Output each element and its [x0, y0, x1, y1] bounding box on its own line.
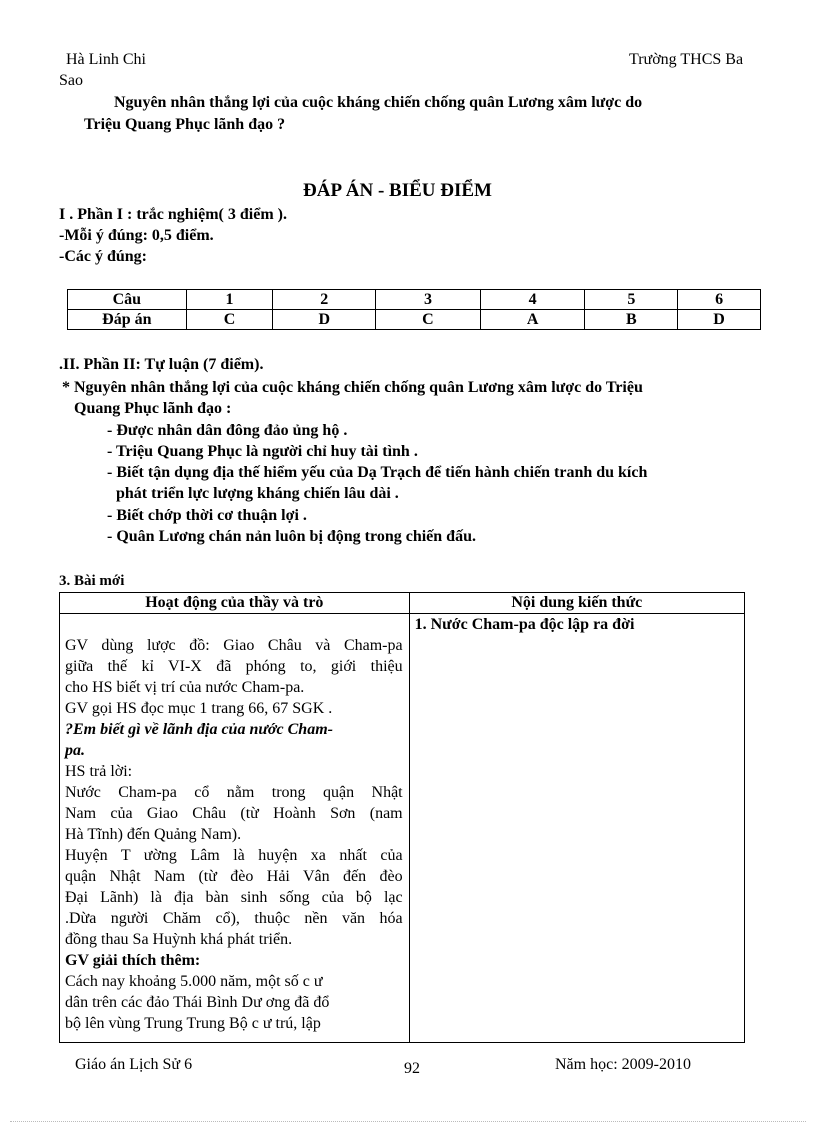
lesson-col-activity: Hoạt động của thầy và trò: [60, 593, 410, 614]
answer-table-row-answer: [68, 310, 761, 330]
part1-title: I . Phần I : trắc nghiệm( 3 điểm ).: [59, 206, 287, 223]
activity-question: ?Em biết gì về lãnh địa của nước Cham-: [65, 721, 333, 738]
part2-question-line-1: * Nguyên nhân thắng lợi của cuộc kháng chiến chống quân Lương xâm lược do Triệu: [62, 379, 643, 396]
activity-line: GV gọi HS đọc mục 1 trang 66, 67 SGK .: [65, 700, 333, 717]
content-heading: 1. Nước Cham-pa độc lập ra đời: [414, 616, 635, 633]
answer-table-number: 3: [376, 290, 481, 310]
activity-line: GV dùng lược đồ: Giao Châu và Cham-pa: [65, 637, 403, 654]
lesson-col-content: Nội dung kiến thức: [409, 593, 744, 614]
answer-table-number: 1: [186, 290, 273, 310]
answer-table-number: 5: [585, 290, 678, 310]
school-name-continued: Sao: [59, 72, 83, 89]
answer-point: phát triển lực lượng kháng chiến lâu dài .: [116, 485, 399, 502]
author-name: Hà Linh Chi: [66, 51, 146, 68]
activity-line: Cách nay khoảng 5.000 năm, một số c ư: [65, 973, 323, 990]
part1-score: -Mỗi ý đúng: 0,5 điểm.: [59, 227, 214, 244]
part2-title: .II. Phần II: Tự luận (7 điểm).: [59, 356, 264, 373]
lesson-activity-cell: [60, 614, 410, 1043]
answer-point: - Được nhân dân đông đảo ủng hộ .: [107, 422, 348, 439]
answer-point: - Biết chớp thời cơ thuận lợi .: [107, 507, 307, 524]
lesson-section-title: 3. Bài mới: [59, 573, 125, 589]
activity-line: HS trả lời:: [65, 763, 133, 780]
activity-line: Đại Lãnh) là địa bàn sinh sống của bộ lạc: [65, 889, 403, 906]
answer-table-number: 2: [273, 290, 376, 310]
activity-line: đồng thau Sa Huỳnh khá phát triển.: [65, 931, 293, 948]
answer-table: [67, 289, 761, 330]
activity-line: .Dừa người Chăm cổ), thuộc nền văn hóa: [65, 910, 403, 927]
activity-line: quận Nhật Nam (từ đèo Hải Vân đến đèo: [65, 868, 403, 885]
activity-line: Nam của Giao Châu (từ Hoành Sơn (nam: [65, 805, 403, 822]
activity-line: cho HS biết vị trí của nước Cham-pa.: [65, 679, 305, 696]
question-line-1: Nguyên nhân thắng lợi của cuộc kháng chiến chống quân Lương xâm lược do: [114, 94, 643, 111]
answer-table-answer: B: [585, 310, 678, 330]
answer-table-number: 6: [678, 290, 761, 310]
activity-line: Hà Tĩnh) đến Quảng Nam).: [65, 826, 242, 843]
answer-table-label-question: Câu: [68, 290, 187, 310]
activity-line: Nước Cham-pa cổ nằm trong quận Nhật: [65, 784, 403, 801]
page-number: 92: [404, 1060, 420, 1077]
answer-table-number: 4: [480, 290, 585, 310]
footer-course: Giáo án Lịch Sử 6: [75, 1056, 193, 1073]
answer-table-answer: A: [480, 310, 585, 330]
page-bottom-divider: [10, 1121, 806, 1122]
answer-table-answer: D: [678, 310, 761, 330]
lesson-content-cell: [409, 614, 744, 1043]
answer-table-answer: D: [273, 310, 376, 330]
answer-point: - Quân Lương chán nản luôn bị động trong chiến đấu.: [107, 528, 476, 545]
answer-point: - Triệu Quang Phục là người chỉ huy tài tình .: [107, 443, 418, 460]
answer-table-row-question: [68, 290, 761, 310]
part1-correct-label: -Các ý đúng:: [59, 248, 148, 265]
activity-line: giữa thế kỉ VI-X đã phóng to, giới thiệu: [65, 658, 403, 675]
lesson-table-header: [60, 593, 745, 614]
activity-line: pa.: [65, 742, 85, 759]
activity-subheading: GV giải thích thêm:: [65, 952, 201, 969]
answer-key-title: ĐÁP ÁN - BIỂU ĐIỂM: [303, 180, 492, 201]
answer-point: - Biết tận dụng địa thế hiểm yếu của Dạ Trạch để tiến hành chiến tranh du kích: [107, 464, 648, 481]
activity-line: dân trên các đảo Thái Bình Dư ơng đã đổ: [65, 994, 330, 1011]
part2-question-line-2: Quang Phục lãnh đạo :: [74, 400, 232, 417]
activity-line: bộ lên vùng Trung Trung Bộ c ư trú, lập: [65, 1015, 321, 1032]
answer-table-answer: C: [376, 310, 481, 330]
question-line-2: Triệu Quang Phục lãnh đạo ?: [84, 116, 286, 133]
footer-school-year: Năm học: 2009-2010: [555, 1056, 691, 1073]
school-name: Trường THCS Ba: [629, 51, 744, 68]
lesson-table: [59, 592, 745, 1043]
lesson-table-body: [60, 614, 745, 1043]
answer-table-answer: C: [186, 310, 273, 330]
question-mark-icon: ?: [65, 721, 73, 738]
answer-table-label-answer: Đáp án: [68, 310, 187, 330]
activity-line: Huyện T ường Lâm là huyện xa nhất của: [65, 847, 403, 864]
